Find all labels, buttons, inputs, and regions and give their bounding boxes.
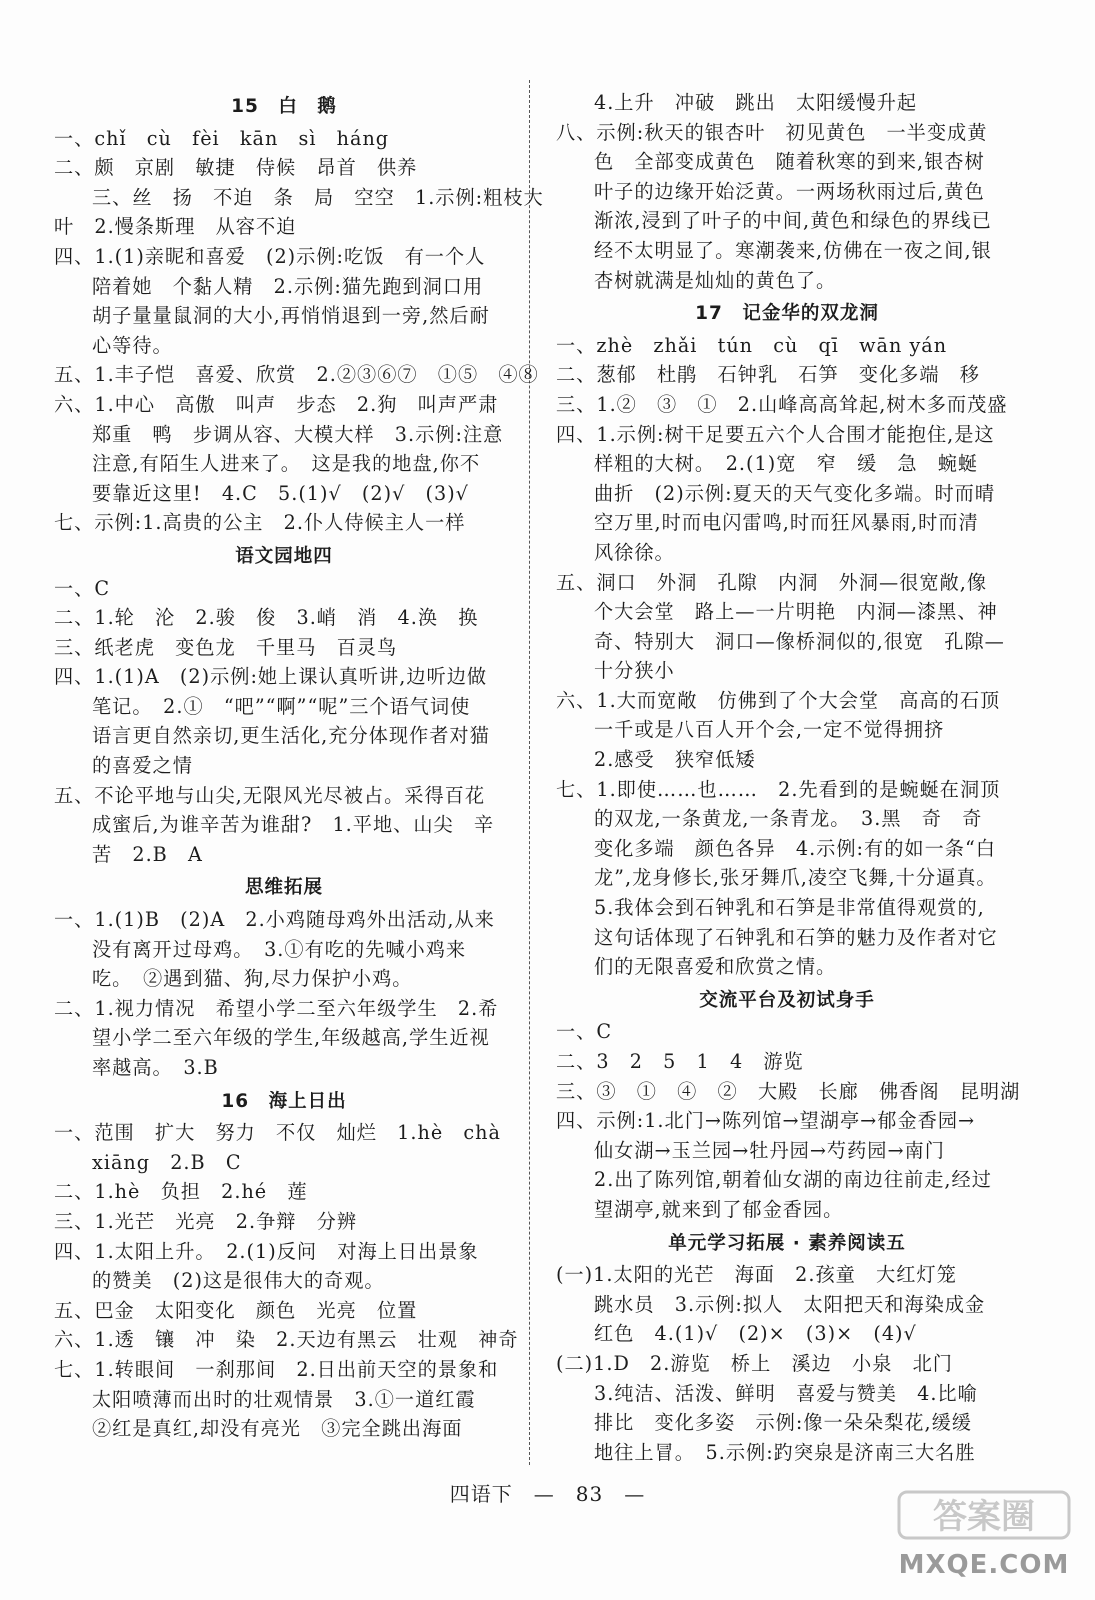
jiaoliu-pingtai-title: 交流平台及初试身手 (699, 989, 875, 1011)
answer-line: 望湖亭,就来到了郁金香园。 (594, 1197, 844, 1221)
answer-line: 5.我体会到石钟乳和石笋是非常值得观赏的, (594, 896, 985, 920)
lesson-17-title: 17 记金华的双龙洞 (695, 303, 879, 325)
answer-line: 二、1.hè 负担 2.hé 莲 (54, 1180, 308, 1204)
answer-line: 七、1.转眼间 一刹那间 2.日出前天空的景象和 (54, 1357, 499, 1381)
answer-line: 叶 2.慢条斯理 从容不迫 (54, 215, 297, 239)
lesson-15-title: 15 白 鹅 (231, 96, 337, 117)
answer-line: 五、1.丰子恺 喜爱、欣赏 2.②③⑥⑦ ①⑤ ④⑧ (54, 363, 539, 387)
answer-line: 样粗的大树。 2.(1)宽 窄 缓 急 蜿蜒 (594, 452, 979, 476)
answer-line: 七、1.即使……也…… 2.先看到的是蜿蜒在洞顶 (556, 777, 1001, 801)
answer-line: 四、1.(1)亲昵和喜爱 (2)示例:吃饭 有一个人 (54, 244, 486, 268)
answer-line: 望小学二至六年级的学生,年级越高,学生近视 (92, 1026, 490, 1050)
lesson-15-answers (54, 124, 544, 538)
answer-line: 龙”,龙身修长,张牙舞爪,凌空飞舞,十分逼真。 (594, 866, 997, 890)
answer-line: 仙女湖→玉兰园→牡丹园→芍药园→南门 (594, 1138, 945, 1162)
answer-line: 语言更自然亲切,更生活化,充分体现作者对猫 (92, 724, 490, 748)
watermark-url: MXQE.COM (898, 1550, 1070, 1580)
answer-line: 要靠近这里! 4.C 5.(1)√ (2)√ (3)√ (92, 481, 469, 505)
unit-reading-5-title: 单元学习拓展 · 素养阅读五 (668, 1232, 906, 1254)
answer-line: 三、丝 扬 不迫 条 局 空空 1.示例:粗枝大 (92, 185, 544, 209)
answer-line: 奇、特别大 洞口—像桥洞似的,很宽 孔隙— (594, 629, 1005, 653)
lesson-16-continued (556, 88, 1018, 295)
answer-line: 六、1.透 镶 冲 染 2.天边有黑云 壮观 神奇 (54, 1328, 519, 1352)
answer-line: 一、1.(1)B (2)A 2.小鸡随母鸡外出活动,从来 (54, 908, 495, 932)
answer-line: 五、不论平地与山尖,无限风光尽被占。采得百花 (54, 783, 486, 807)
answer-line: ②红是真红,却没有亮光 ③完全跳出海面 (92, 1417, 463, 1441)
answer-line: 二、葱郁 杜鹃 石钟乳 石笋 变化多端 移 (556, 363, 980, 387)
answer-line: 二、颇 京剧 敏捷 侍候 昂首 供养 (54, 156, 418, 180)
answer-line: 十分狭小 (594, 659, 675, 683)
answer-line: 一、zhè zhǎi tún cù qī wān yán (556, 333, 948, 357)
answer-line: 三、纸老虎 变色龙 千里马 百灵鸟 (54, 635, 398, 659)
answer-line: 三、③ ① ④ ② 大殿 长廊 佛香阁 昆明湖 (556, 1079, 1021, 1103)
answer-line: 杏树就满是灿灿的黄色了。 (594, 268, 837, 292)
answer-line: 太阳喷薄而出时的壮观情景 3.①一道红霞 (92, 1387, 476, 1411)
answer-line: 经不太明显了。寒潮袭来,仿佛在一夜之间,银 (594, 238, 992, 262)
answer-line: (一)1.太阳的光芒 海面 2.孩童 大红灯笼 (556, 1263, 957, 1287)
answer-line: 跳水员 3.示例:拟人 太阳把天和海染成金 (594, 1292, 986, 1316)
answer-line: 的喜爱之情 (92, 754, 193, 778)
lesson-16-title: 16 海上日出 (221, 1090, 347, 1112)
answer-line: 六、1.中心 高傲 叫声 步态 2.狗 叫声严肃 (54, 392, 499, 416)
answer-line: 4.上升 冲破 跳出 太阳缓慢升起 (594, 91, 918, 114)
answer-line: 叶子的边缘开始泛黄。一两场秋雨过后,黄色 (594, 179, 985, 203)
answer-line: 率越高。 3.B (92, 1056, 219, 1079)
lesson-17-answers (556, 331, 1018, 982)
answer-line: 二、3 2 5 1 4 游览 (556, 1050, 804, 1073)
siwei-tuozhan-answers (54, 905, 514, 1083)
answer-line: 心等待。 (92, 333, 173, 357)
answer-line: 色 全部变成黄色 随着秋寒的到来,银杏树 (594, 150, 985, 174)
answer-line: 一千或是八百人开个会,一定不觉得拥挤 (594, 718, 945, 742)
answer-line: 二、1.视力情况 希望小学二至六年级学生 2.希 (54, 996, 499, 1020)
answer-line: 三、1.② ③ ① 2.山峰高高耸起,树木多而茂盛 (556, 392, 1008, 416)
answer-line: xiāng 2.B C (92, 1150, 242, 1174)
watermark-logo-text: 答案圈 (933, 1497, 1035, 1537)
answer-line: 四、1.(1)A (2)示例:她上课认真听讲,边听边做 (54, 665, 488, 689)
answer-line: 四、示例:1.北门→陈列馆→望湖亭→郁金香园→ (556, 1109, 976, 1133)
answer-line: 成蜜后,为谁辛苦为谁甜? 1.平地、山尖 辛 (92, 813, 495, 837)
answer-line: 二、1.轮 沦 2.骏 俊 3.峭 消 4.涣 换 (54, 606, 479, 630)
answer-line: 四、1.示例:树干足要五六个人合围才能抱住,是这 (556, 422, 995, 446)
answer-line: 3.纯洁、活泼、鲜明 喜爱与赞美 4.比喻 (594, 1381, 978, 1405)
answer-line: 三、1.光芒 光亮 2.争辩 分辨 (54, 1209, 358, 1233)
answer-line: 2.出了陈列馆,朝着仙女湖的南边往前走,经过 (594, 1168, 992, 1192)
answer-line: 变化多端 颜色各异 4.示例:有的如一条“白 (594, 836, 996, 860)
answer-line: 郑重 鸭 步调从容、大模大样 3.示例:注意 (92, 422, 504, 446)
answer-line: 注意,有陌生人进来了。 这是我的地盘,你不 (92, 452, 481, 476)
answer-line: 八、示例:秋天的银杏叶 初见黄色 一半变成黄 (556, 120, 988, 144)
answer-line: 风徐徐。 (594, 540, 675, 564)
left-column (54, 88, 544, 1444)
answer-line: 的赞美 (2)这是很伟大的奇观。 (92, 1269, 385, 1293)
page-footer: 四语下 — 83 — (449, 1482, 646, 1506)
answer-line: 们的无限喜爱和欣赏之情。 (594, 955, 837, 979)
answer-line: (二)1.D 2.游览 桥上 溪边 小泉 北门 (556, 1351, 953, 1375)
yuwen-yuandi-4-answers (54, 574, 514, 870)
jiaoliu-pingtai-answers (556, 1017, 1021, 1224)
answer-line: 陪着她 个黏人精 2.示例:猫先跑到洞口用 (92, 274, 484, 298)
lesson-16-answers (54, 1118, 519, 1444)
answer-line: 一、C (54, 576, 111, 600)
column-divider (529, 80, 530, 1465)
siwei-tuozhan-title: 思维拓展 (244, 877, 323, 899)
answer-line: 这句话体现了石钟乳和石笋的魅力及作者对它 (594, 925, 998, 949)
answer-line: 胡子量量鼠洞的大小,再悄悄退到一旁,然后耐 (92, 304, 490, 328)
answer-line: 曲折 (2)示例:夏天的天气变化多端。时而晴 (594, 481, 996, 505)
answer-line: 没有离开过母鸡。 3.①有吃的先喊小鸡来 (92, 937, 467, 961)
answer-line: 个大会堂 路上—一片明艳 内洞—漆黑、神 (594, 600, 998, 624)
answer-line: 四、1.太阳上升。 2.(1)反问 对海上日出景象 (54, 1239, 479, 1263)
answer-line: 一、范围 扩大 努力 不仅 灿烂 1.hè chà (54, 1121, 501, 1145)
answer-line: 排比 变化多姿 示例:像一朵朵梨花,缓缓 (594, 1411, 972, 1435)
answer-line: 一、C (556, 1020, 613, 1044)
answer-line: 一、chǐ cù fèi kān sì háng (54, 126, 390, 150)
unit-reading-5-answers (556, 1260, 1018, 1467)
answer-line: 六、1.大而宽敞 仿佛到了个大会堂 高高的石顶 (556, 688, 1001, 712)
answer-line: 地往上冒。 5.示例:趵突泉是济南三大名胜 (594, 1440, 976, 1464)
answer-line: 苦 2.B A (92, 842, 203, 866)
answer-line: 空万里,时而电闪雷鸣,时而狂风暴雨,时而清 (594, 511, 979, 535)
yuwen-yuandi-4-title: 语文园地四 (235, 545, 333, 567)
answer-line: 吃。 ②遇到猫、狗,尽力保护小鸡。 (92, 967, 413, 991)
answer-line: 笔记。 2.① “吧”“啊”“呢”三个语气词使 (92, 694, 471, 718)
answer-line: 七、示例:1.高贵的公主 2.仆人侍候主人一样 (54, 511, 466, 535)
answer-line: 渐浓,浸到了叶子的中间,黄色和绿色的界线已 (594, 209, 992, 233)
answer-line: 红色 4.(1)√ (2)× (3)× (4)√ (594, 1322, 917, 1346)
right-column (556, 88, 1021, 1467)
answer-line: 五、洞口 外洞 孔隙 内洞 外洞—很宽敞,像 (556, 570, 988, 594)
answer-line: 五、巴金 太阳变化 颜色 光亮 位置 (54, 1298, 418, 1322)
answer-line: 的双龙,一条黄龙,一条青龙。 3.黑 奇 奇 (594, 807, 983, 831)
answer-line: 2.感受 狭窄低矮 (594, 748, 756, 772)
